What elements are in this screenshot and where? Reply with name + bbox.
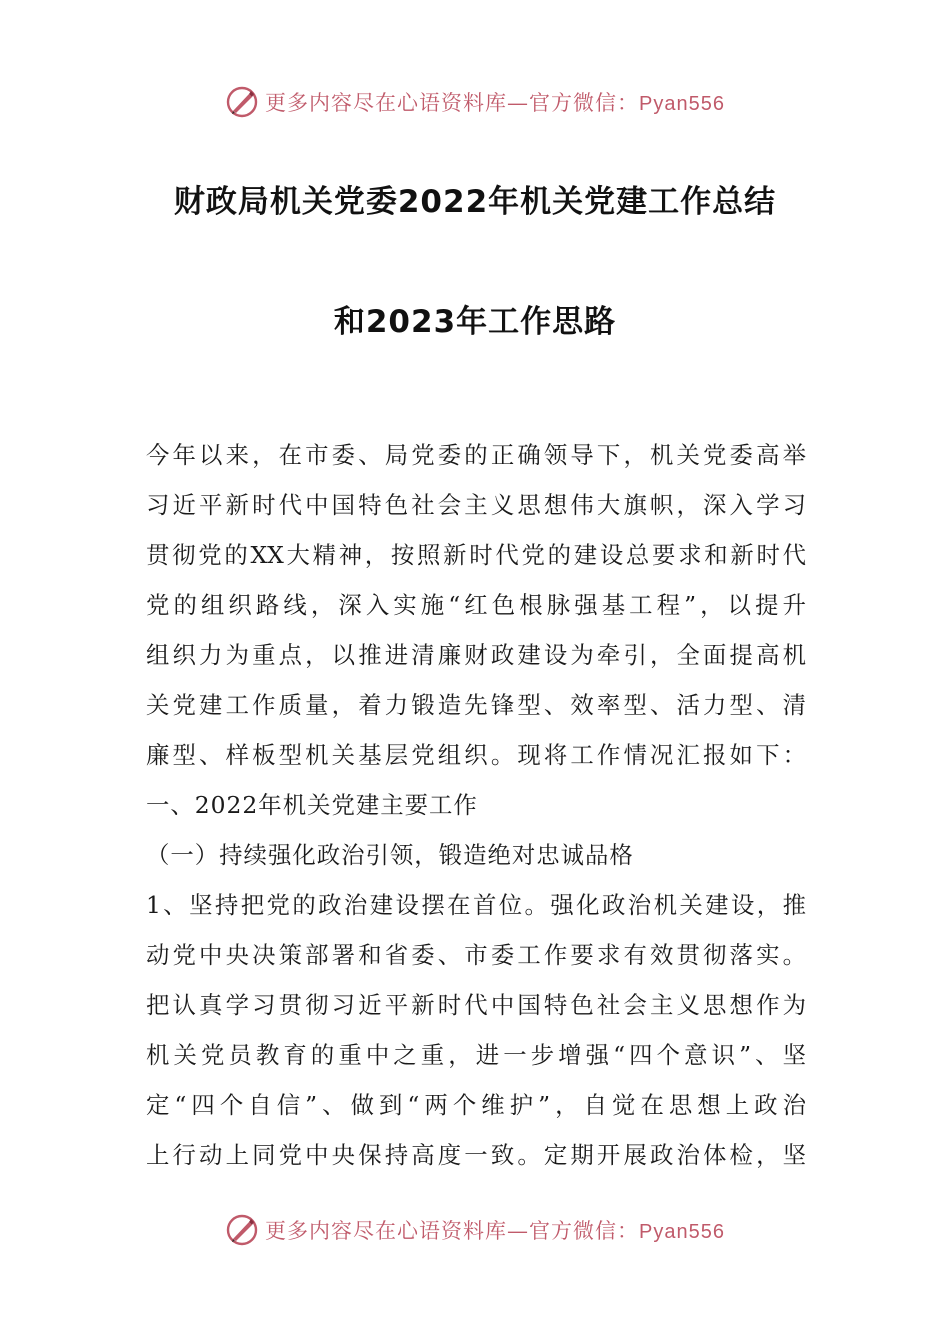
watermark-banner-bottom <box>0 1210 950 1250</box>
body-line: 机关党员教育的重中之重，进一步增强“四个意识”、坚 <box>146 1041 806 1069</box>
pen-logo-icon <box>225 85 259 119</box>
watermark-text: 更多内容尽在心语资料库—官方微信：Pyan556 <box>265 91 725 115</box>
watermark-banner-top <box>0 82 950 122</box>
body-line: 把认真学习贯彻习近平新时代中国特色社会主义思想作为 <box>146 991 806 1019</box>
body-line: 习近平新时代中国特色社会主义思想伟大旗帜，深入学习 <box>146 491 806 519</box>
document-title-line-1: 财政局机关党委2022年机关党建工作总结 <box>173 184 777 220</box>
watermark-handle: Pyan556 <box>639 93 725 115</box>
body-line: 党的组织路线，深入实施“红色根脉强基工程”，以提升 <box>146 591 806 619</box>
document-body <box>146 430 806 1180</box>
body-line: 贯彻党的XX大精神，按照新时代党的建设总要求和新时代 <box>146 541 806 569</box>
document-title-line-2: 和2023年工作思路 <box>333 304 617 340</box>
body-line: 组织力为重点，以推进清廉财政建设为牵引，全面提高机 <box>146 641 806 669</box>
body-line: 1、坚持把党的政治建设摆在首位。强化政治机关建设，推 <box>146 891 806 919</box>
section-heading: 一、2022年机关党建主要工作 <box>146 791 478 819</box>
body-line: 动党中央决策部署和省委、市委工作要求有效贯彻落实。 <box>146 941 806 969</box>
body-line: 上行动上同党中央保持高度一致。定期开展政治体检，坚 <box>146 1141 806 1169</box>
pen-logo-icon <box>225 1213 259 1247</box>
subsection-heading: （一）持续强化政治引领，锻造绝对忠诚品格 <box>146 841 634 869</box>
body-line: 廉型、样板型机关基层党组织。现将工作情况汇报如下： <box>146 741 806 769</box>
watermark-handle: Pyan556 <box>639 1221 725 1243</box>
body-line: 定“四个自信”、做到“两个维护”，自觉在思想上政治 <box>146 1091 806 1119</box>
body-line: 关党建工作质量，着力锻造先锋型、效率型、活力型、清 <box>146 691 806 719</box>
watermark-text: 更多内容尽在心语资料库—官方微信：Pyan556 <box>265 1219 725 1243</box>
body-line: 今年以来，在市委、局党委的正确领导下，机关党委高举 <box>146 441 806 469</box>
